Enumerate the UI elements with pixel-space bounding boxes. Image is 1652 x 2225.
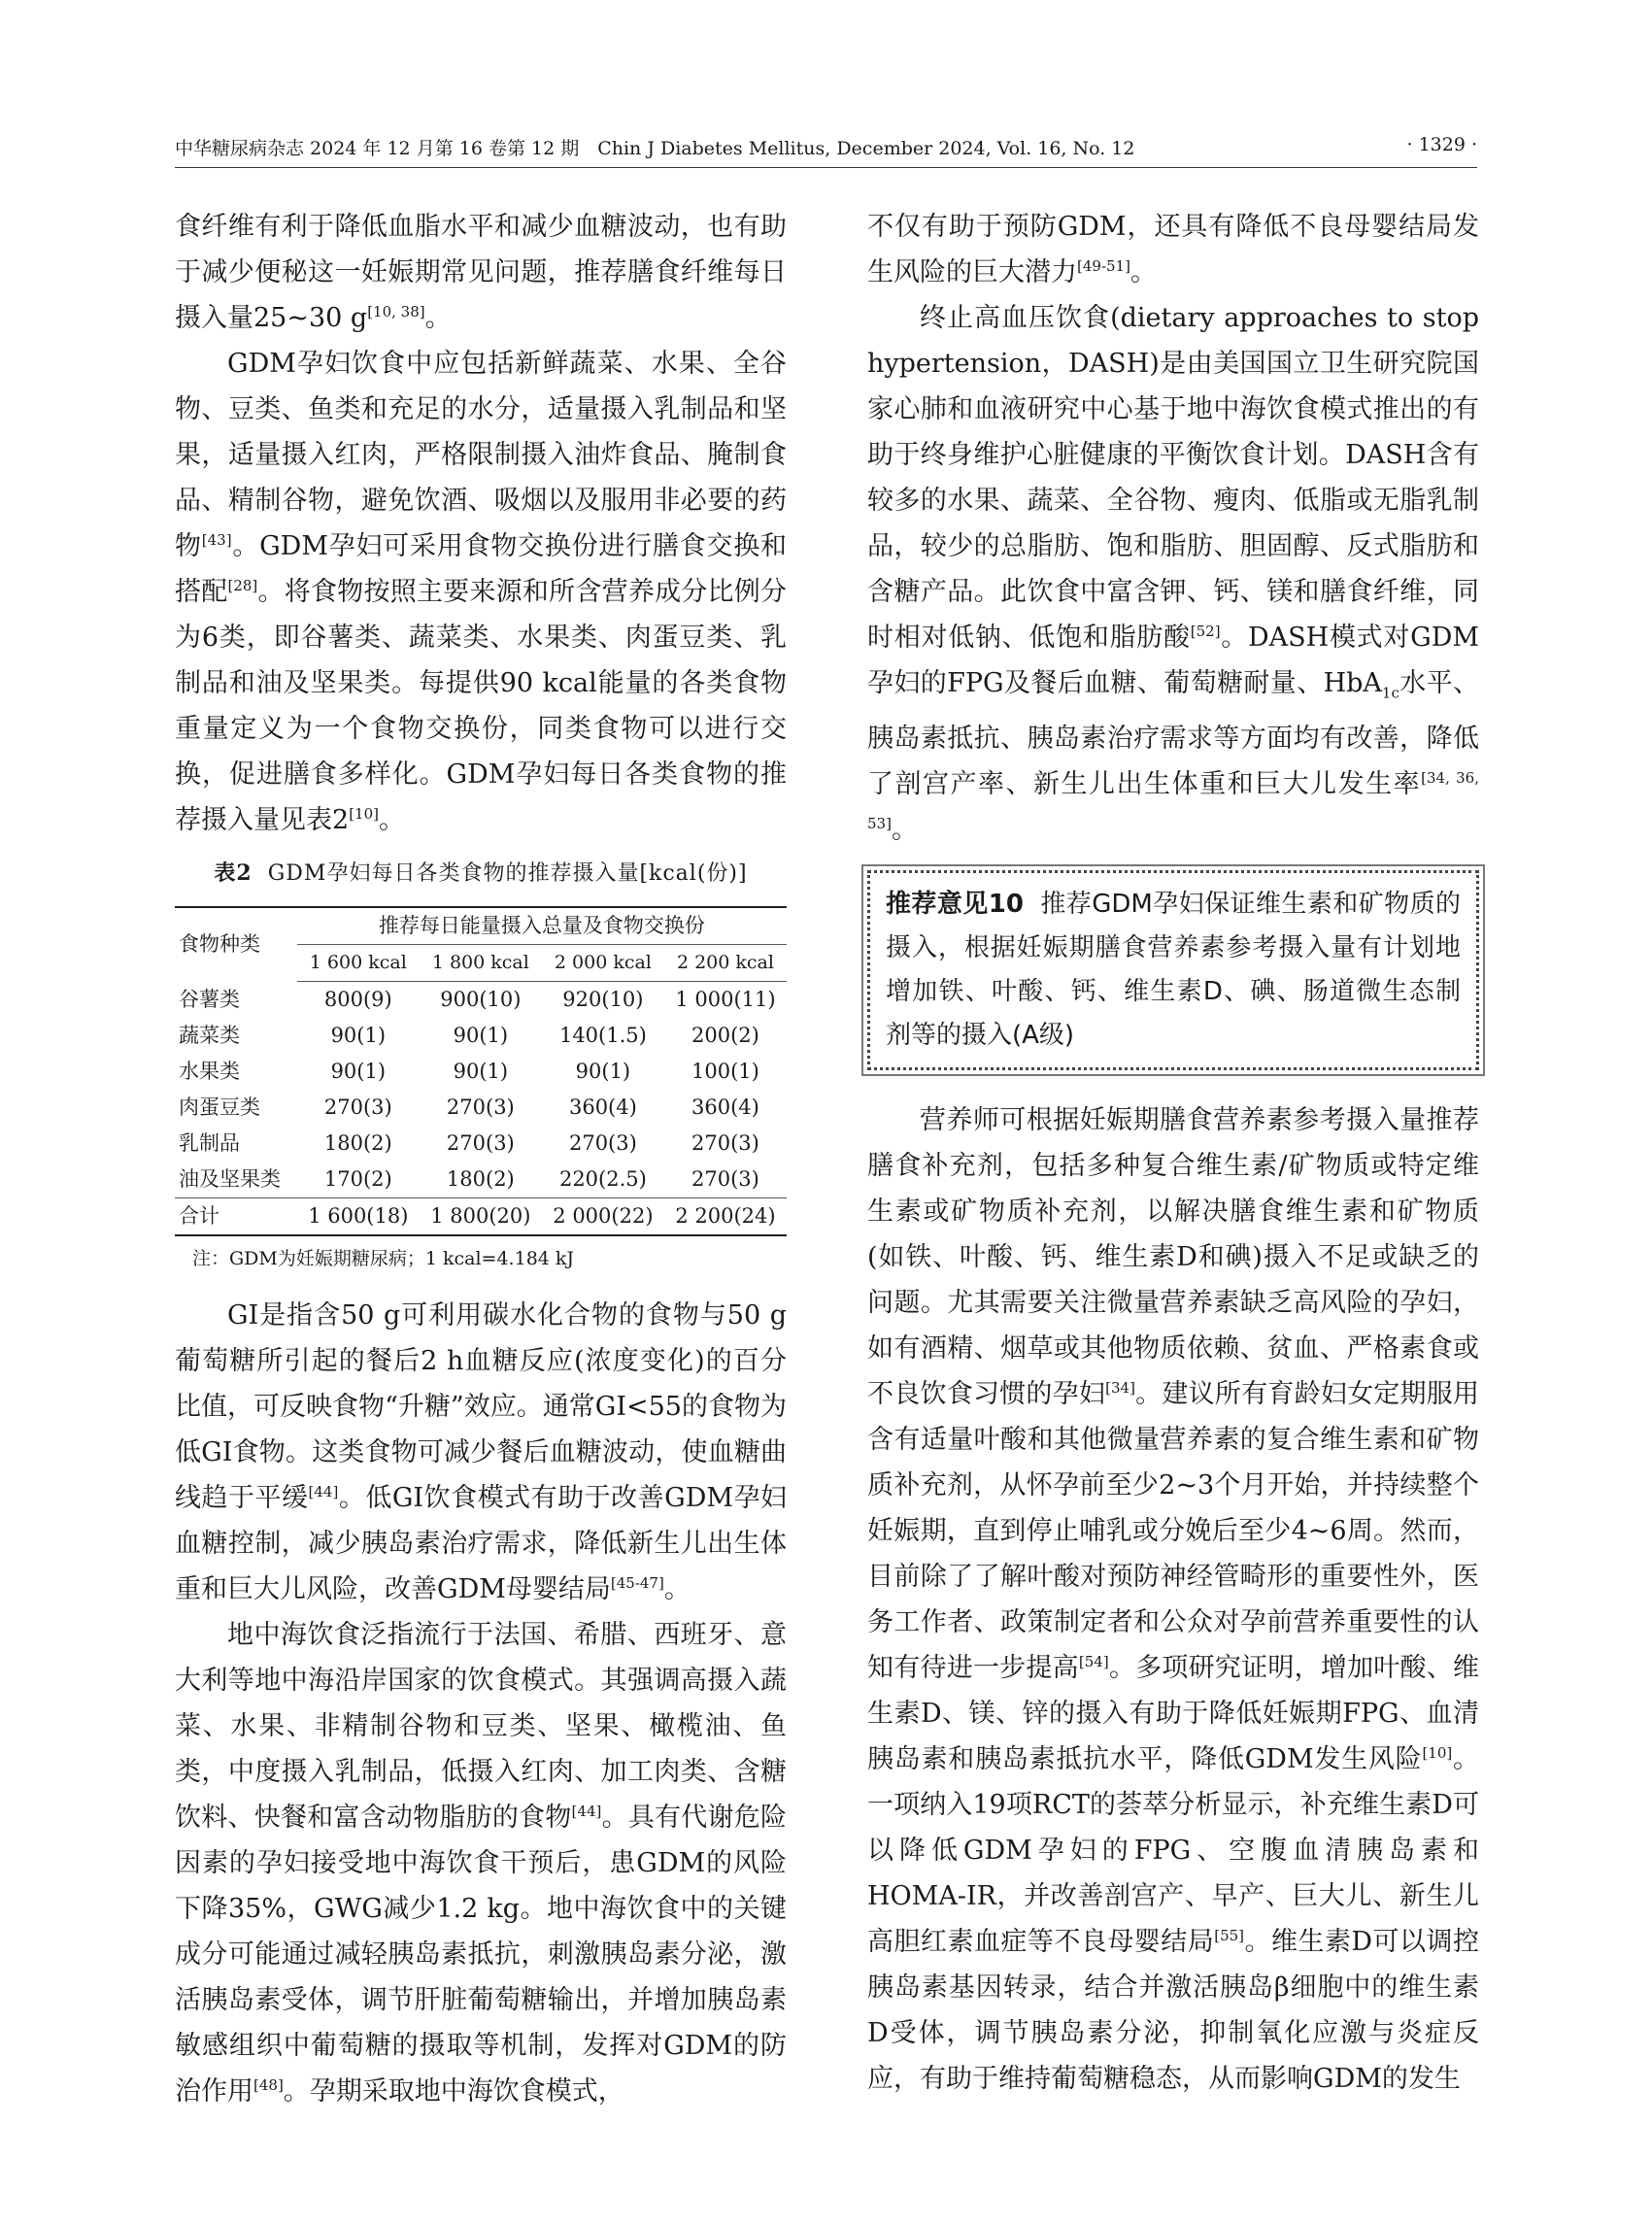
table-row: 乳制品 180(2) 270(3) 270(3) 270(3)	[179, 1131, 759, 1155]
table-note: 注：GDM为妊娠期糖尿病；1 kcal=4.184 kJ	[192, 1248, 575, 1269]
citation: [45-47]	[610, 1574, 664, 1592]
citation: [34, 36, 53]	[867, 769, 1479, 833]
citation: [49-51]	[1077, 257, 1130, 275]
table-row: 蔬菜类 90(1) 90(1) 140(1.5) 200(2)	[179, 1024, 759, 1047]
table-header-col: 2 000 kcal	[542, 945, 664, 982]
table-row-total: 合计 1 600(18) 1 800(20) 2 000(22) 2 200(24)	[175, 1198, 787, 1236]
citation: [52]	[1190, 623, 1221, 640]
citation: [44]	[571, 1803, 602, 1820]
left-column	[175, 204, 787, 2114]
table-header-group: 推荐每日能量摄入总量及食物交换份	[297, 907, 787, 945]
paragraph-dash: 终止高血压饮食(dietary approaches to stop hypertension，DASH)是由美国国立卫生研究院国家心肺和血液研究中心基于地中海饮食模式推出的有助于终身维护心脏健康的平衡饮食计划。DASH含有较多的水果、蔬菜、全谷物、瘦肉、低脂或无脂乳制品，较少的总脂肪、饱和脂肪、胆固醇、反式脂肪和含糖产品。此饮食中富含钾、钙、镁和膳食纤维，同时相对低钠、低饱和脂肪酸[52]。DASH模式对GDM孕妇的FPG及餐后血糖、葡萄糖耐量、HbA$_{1c}$水平、胰岛素抵抗、胰岛素治疗需求等方面均有改善，降低了剖宫产率、新生儿出生体重和巨大儿发生率[34, 36, 53]。	[867, 303, 1480, 846]
citation: [10]	[349, 805, 379, 823]
journal-citation: 中华糖尿病杂志 2024 年 12 月第 16 卷第 12 期 Chin J Diabetes Mellitus, December 2024, Vol. 16, No. 12	[175, 138, 1135, 159]
recommendation-label: 推荐意见10	[886, 890, 1024, 920]
running-header	[175, 134, 1477, 168]
table-header-col: 1 600 kcal	[297, 945, 420, 982]
citation: [43]	[201, 531, 232, 549]
citation: [10, 38]	[367, 303, 425, 320]
citation: [28]	[227, 577, 258, 594]
citation: [48]	[253, 2076, 284, 2094]
recommendation-text: 推荐GDM孕妇保证维生素和矿物质的摄入，根据妊娠期膳食营养素参考摄入量有计划地增加铁、叶酸、钙、维生素D、碘、肠道微生态制剂等的摄入(A级)	[886, 890, 1461, 1051]
food-intake-table	[175, 906, 787, 1236]
citation: [34]	[1105, 1379, 1135, 1398]
paragraph-diet: GDM孕妇饮食中应包括新鲜蔬菜、水果、全谷物、豆类、鱼类和充足的水分，适量摄入乳制品和坚果，适量摄入红肉，严格限制摄入油炸食品、腌制食品、精制谷物，避免饮酒、吸烟以及服用非必要的药物[43]。GDM孕妇可采用食物交换份进行膳食交换和搭配[28]。将食物按照主要来源和所含营养成分比例分为6类，即谷薯类、蔬菜类、水果类、肉蛋豆类、乳制品和油及坚果类。每提供90 kcal能量的各类食物重量定义为一个食物交换份，同类食物可以进行交换，促进膳食多样化。GDM孕妇每日各类食物的推荐摄入量见表2[10]。	[175, 349, 788, 835]
subscript: 1c	[1381, 684, 1399, 702]
table-header-col: 2 200 kcal	[664, 945, 787, 982]
table-row: 谷薯类 800(9) 900(10) 920(10) 1 000(11)	[179, 987, 776, 1011]
paragraph-fiber: 食纤维有利于降低血脂水平和减少血糖波动，也有助于减少便秘这一妊娠期常见问题，推荐膳食纤维每日摄入量25~30 g[10, 38]。	[175, 212, 787, 333]
table-row: 水果类 90(1) 90(1) 90(1) 100(1)	[179, 1060, 759, 1083]
table-row: 肉蛋豆类 270(3) 270(3) 360(4) 360(4)	[179, 1096, 759, 1119]
paragraph-gi: GI是指含50 g可利用碳水化合物的食物与50 g葡萄糖所引起的餐后2 h血糖反应(浓度变化)的百分比值，可反映食物“升糖”效应。通常GI<55的食物为低GI食物。这类食物可减少餐后血糖波动，使血糖曲线趋于平缓[44]。低GI饮食模式有助于改善GDM孕妇血糖控制，减少胰岛素治疗需求，降低新生儿出生体重和巨大儿风险，改善GDM母婴结局[45-47]。	[175, 1300, 787, 1604]
citation: [55]	[1214, 1927, 1245, 1945]
table-header-col: 1 800 kcal	[420, 945, 542, 982]
citation: [44]	[308, 1483, 339, 1500]
paragraph-mediterranean-cont: 不仅有助于预防GDM，还具有降低不良母婴结局发生风险的巨大潜力[49-51]。	[867, 212, 1479, 287]
paragraph-mediterranean: 地中海饮食泛指流行于法国、希腊、西班牙、意大利等地中海沿岸国家的饮食模式。其强调高摄入蔬菜、水果、非精制谷物和豆类、坚果、橄榄油、鱼类，中度摄入乳制品，低摄入红肉、加工肉类、含糖饮料、快餐和富含动物脂肪的食物[44]。具有代谢危险因素的孕妇接受地中海饮食干预后，患GDM的风险下降35%，GWG减少1.2 kg。地中海饮食中的关键成分可能通过减轻胰岛素抵抗，刺激胰岛素分泌，激活胰岛素受体，调节肝脏葡萄糖输出，并增加胰岛素敏感组织中葡萄糖的摄取等机制，发挥对GDM的防治作用[48]。孕期采取地中海饮食模式，	[175, 1620, 787, 2107]
table-caption: 表2 GDM孕妇每日各类食物的推荐摄入量[kcal(份)]	[214, 860, 748, 886]
paragraph-supplements: 营养师可根据妊娠期膳食营养素参考摄入量推荐膳食补充剂，包括多种复合维生素/矿物质或特定维生素或矿物质补充剂，以解决膳食维生素和矿物质(如铁、叶酸、钙、维生素D和碘)摄入不足或缺乏的问题。尤其需要关注微量营养素缺乏高风险的孕妇，如有酒精、烟草或其他物质依赖、贫血、严格素食或不良饮食习惯的孕妇[34]。建议所有育龄妇女定期服用含有适量叶酸和其他微量营养素的复合维生素和矿物质补充剂，从怀孕前至少2~3个月开始，并持续整个妊娠期，直到停止哺乳或分娩后至少4~6周。然而，目前除了了解叶酸对预防神经管畸形的重要性外，医务工作者、政策制定者和公众对孕前营养重要性的认知有待进一步提高[54]。多项研究证明，增加叶酸、维生素D、镁、锌的摄入有助于降低妊娠期FPG、血清胰岛素和胰岛素抵抗水平，降低GDM发生风险[10]。一项纳入19项RCT的荟萃分析显示，补充维生素D可以降低GDM孕妇的FPG、空腹血清胰岛素和HOMA-IR，并改善剖宫产、早产、巨大儿、新生儿高胆红素血症等不良母婴结局[55]。维生素D可以调控胰岛素基因转录，结合并激活胰岛β细胞中的维生素D受体，调节胰岛素分泌，抑制氧化应激与炎症反应，有助于维持葡萄糖稳态，从而影响GDM的发生	[867, 1105, 1480, 2095]
page-number: · 1329 ·	[1406, 134, 1477, 155]
table-row: 油及坚果类 170(2) 180(2) 220(2.5) 270(3)	[179, 1167, 759, 1191]
citation: [54]	[1078, 1653, 1109, 1671]
right-column	[867, 204, 1479, 2102]
recommendation-box	[867, 870, 1479, 1070]
table-header-food-type: 食物种类	[175, 907, 297, 982]
citation: [10]	[1422, 1744, 1453, 1763]
